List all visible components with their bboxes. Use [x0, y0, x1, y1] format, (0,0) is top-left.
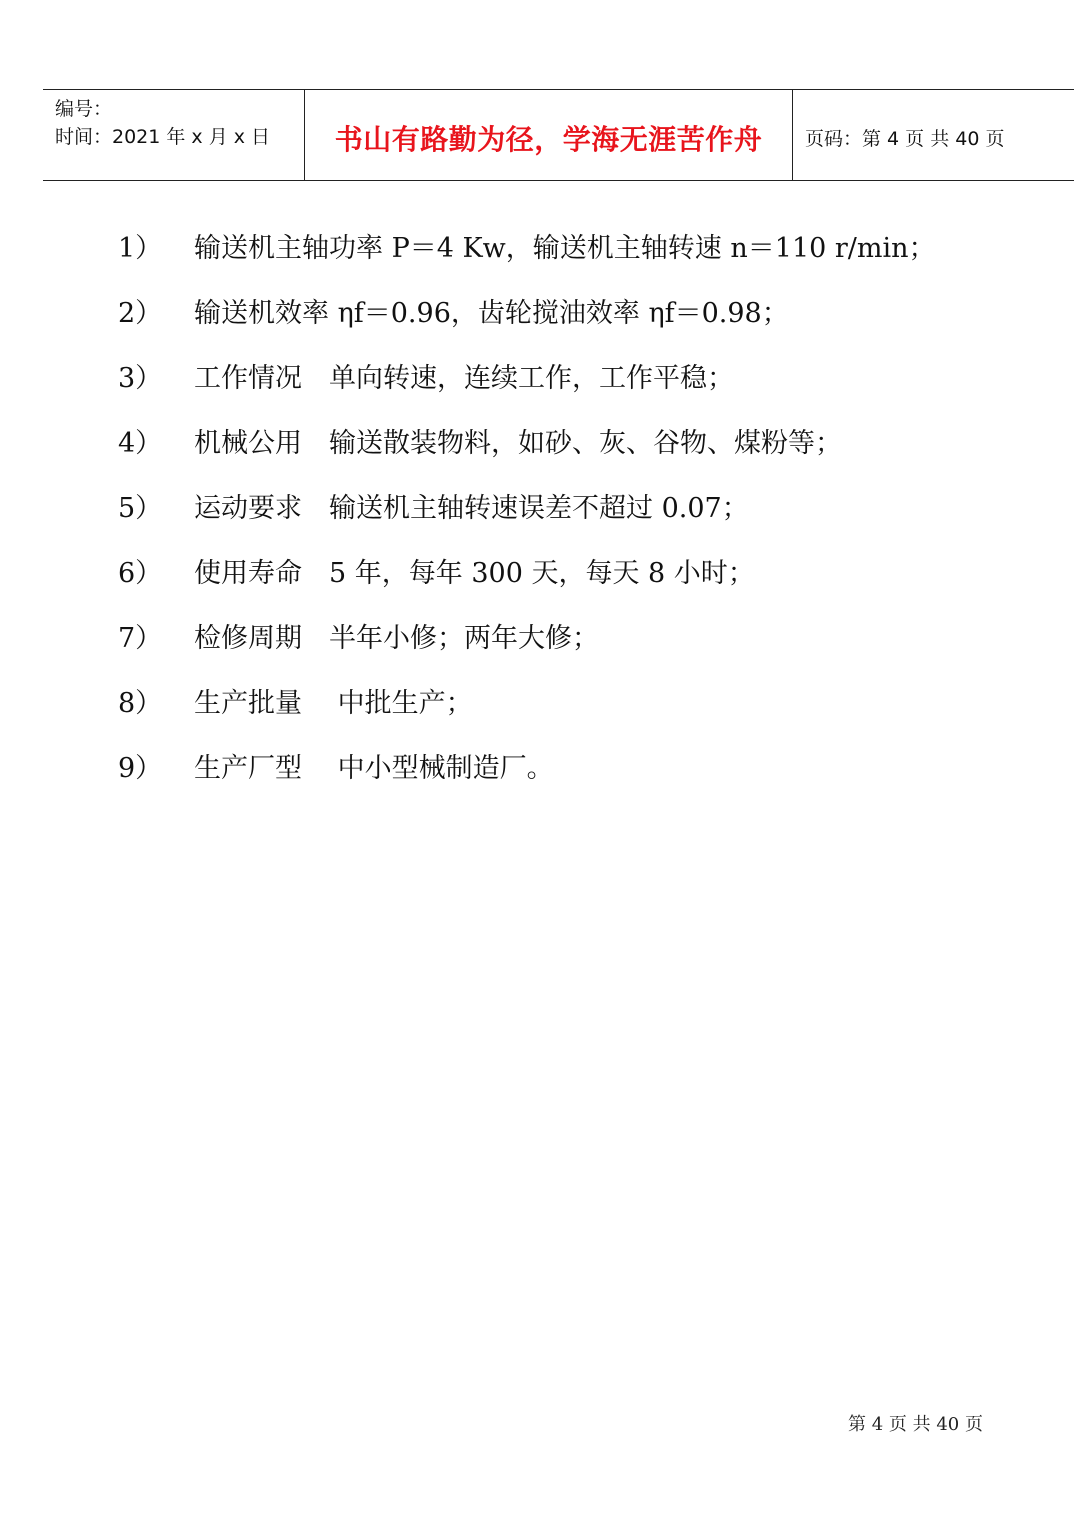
document-header	[43, 89, 1074, 181]
list-item-number: 5）	[118, 493, 163, 524]
header-motto: 书山有路勤为径，学海无涯苦作舟	[334, 123, 763, 156]
list-item-text: 使用寿命 5 年，每年 300 天，每天 8 小时；	[194, 558, 755, 589]
list-item-text: 生产厂型 中小型械制造厂。	[194, 753, 554, 784]
header-page-info: 页码：第 4 页 共 40 页	[805, 128, 1005, 150]
list-item-number: 3）	[118, 363, 163, 394]
list-item-text: 机械公用 输送散装物料，如砂、灰、谷物、煤粉等；	[194, 428, 842, 459]
list-item-text: 输送机效率 ηf＝0.96，齿轮搅油效率 ηf＝0.98；	[194, 298, 789, 329]
list-item-text: 生产批量 中批生产；	[194, 688, 473, 719]
list-item-number: 2）	[118, 298, 163, 329]
list-item-text: 工作情况 单向转速，连续工作，工作平稳；	[194, 363, 734, 394]
header-middle-cell	[305, 90, 793, 180]
header-right-cell	[793, 90, 1074, 180]
document-time-label: 时间：2021 年 x 月 x 日	[55, 126, 271, 148]
list-item-text: 运动要求 输送机主轴转速误差不超过 0.07；	[194, 493, 749, 524]
document-number-label: 编号：	[55, 98, 113, 120]
footer-page-number: 第 4 页 共 40 页	[848, 1414, 983, 1435]
header-left-cell	[43, 90, 305, 180]
list-item-number: 1）	[118, 233, 163, 264]
list-item-number: 9）	[118, 753, 163, 784]
list-item-number: 4）	[118, 428, 163, 459]
list-item-number: 8）	[118, 688, 163, 719]
list-item-number: 7）	[118, 623, 163, 654]
list-item-number: 6）	[118, 558, 163, 589]
list-item-text: 检修周期 半年小修；两年大修；	[194, 623, 599, 654]
list-item-text: 输送机主轴功率 P＝4 Kw，输送机主轴转速 n＝110 r/min；	[194, 233, 936, 264]
